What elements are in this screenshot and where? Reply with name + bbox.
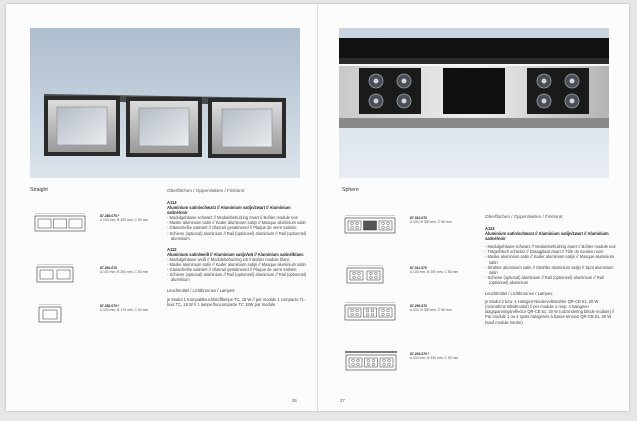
option-heading-black: Aluminium satin/schwarz // Aluminium satijn/zwart // Aluminium satiné/noir	[167, 205, 291, 216]
straight-luminaire-illustration	[30, 28, 300, 178]
section-title-straight: Straight	[30, 187, 48, 193]
list-item: - Modulgehäuse schwarz // Modulebehuizing zwart // Boîtier module noir	[167, 215, 298, 221]
lamps-heading-left: Leuchtmittel / Lichtbronnen / Lampes:	[167, 288, 236, 294]
finishes-heading-right: Oberflächen / Oppervlakten / Finitions:	[485, 214, 564, 219]
drawing-caption: 87.281.070 A 100 mm, B 250 mm, C 50 mm	[100, 266, 149, 275]
drawing-caption: 87.311.070 A 100 mm, B 250 mm, C 50 mm	[410, 266, 459, 275]
section-title-sphere: Sphere	[342, 187, 359, 193]
list-item: - Modulgehäuse schwarz // Modulebehuizing zwart // Boîtier module noir	[485, 244, 616, 250]
finishes-heading-left: Oberflächen / Oppervlakten / Finitions:	[167, 188, 246, 193]
drawing-sphere-3-module-rail	[344, 349, 398, 373]
list-item: - Schiene (optional) aluminium // Rail (optioneel) aluminium // Rail (optionnel) aluminium	[485, 274, 604, 285]
page-number-left: 26	[292, 398, 297, 403]
list-item: - Trägerblech schwarz // Draagplaat zwart // Tôle de soutien noire	[485, 249, 604, 255]
drawing-sphere-2-module	[346, 264, 386, 286]
drawing-caption: 87.282.070.* A 100 mm, B 170 mm, C 50 mm	[100, 304, 149, 313]
list-item: - Maske aluminium satin // Kader aluminium satijn // Masque aluminium satin	[167, 262, 306, 268]
option-code-a113: A113	[167, 200, 177, 205]
page-number-right: 27	[340, 398, 345, 403]
drawing-caption: 87.310.070 A 100, B 330 mm, C 50 mm	[410, 216, 452, 225]
list-item: - Maske aluminium satin // Kader aluminium satijn // Masque aluminium satin	[485, 254, 615, 265]
sphere-luminaire-illustration	[339, 28, 609, 178]
list-item: - Glasscheibe satiniert // Glasruit gesatineerd // Plaque de verre satinée	[167, 267, 297, 273]
list-item: - Modulgehäuse weiß // Modulebehuizing wit // Boîtier module blanc	[167, 256, 290, 262]
list-item: - Strahler aluminium satin // Strahler aluminium satijn // Spot aluminium satin	[485, 264, 614, 275]
lamps-text-right: je Modul 2 bzw. 4 Halogen-Niedervoltstrahler QR-CB 51, 20 W (Ausnahme Blindmodul) // per module 1 resp. 4 halogeen laagspanningsreflector QR-CB 51, 20 W (uitzondering blinde module) // Par module 1 ou 4 spots halogènes à basse tension QR-CB 51, 20 W (sauf module neutre)	[485, 299, 615, 325]
drawing-sphere-3-module	[344, 301, 396, 323]
drawing-caption: 87.293.070.* A 100 mm, B 330 mm, C 50 mm	[410, 352, 459, 361]
list-item: - Schiene (optional) aluminium // Rail (optioneel) aluminium // Rail (optionnel) aluminium	[167, 230, 307, 241]
sphere-luminaire-photo	[339, 28, 609, 178]
drawing-straight-2-module	[36, 263, 76, 285]
list-item: - Schiene (optional) aluminium // Rail (optioneel) aluminium // Rail (optionnel) aluminium	[167, 272, 307, 283]
straight-luminaire-photo	[30, 28, 300, 178]
option-code-a113-sphere: A113	[485, 226, 495, 231]
option-heading-sphere: Aluminium satin/schwarz // Aluminium satijn/zwart // Aluminium satiné/noir	[485, 231, 609, 242]
list-item: - Maske aluminium satin // Kader aluminium satijn // Masque aluminium satin	[167, 220, 306, 226]
catalog-spread	[6, 4, 629, 411]
drawing-straight-1-module	[38, 303, 64, 325]
option-code-a112: A112	[167, 246, 177, 252]
finishes-column-left	[167, 200, 307, 307]
drawing-caption: 87.280.070.* A 100 mm, B 330 mm, C 50 mm	[100, 214, 149, 223]
lamps-text-left: je Modul 1 Kompaktleuchtstofflampe TC, 18 W // per module 1 compacte TL-buis TC, 18 W // 1 lampe fluocompacte TC 18W par module	[167, 296, 306, 307]
drawing-caption: 87.290.070 A 100, B 330 mm, C 50 mm	[410, 304, 452, 313]
page-fold	[317, 4, 318, 411]
finishes-column-right	[485, 226, 617, 325]
list-item: - Glasscheibe satiniert // Glasruit gesatineerd // Plaque de verre satinée	[167, 225, 297, 231]
option-heading-white: Aluminium satin/weiß // Aluminium satijn/wit // Aluminium satiné/blanc	[167, 251, 304, 257]
lamps-heading-right: Leuchtmittel / Lichtbronnen / Lampes:	[485, 291, 554, 297]
drawing-straight-3-module	[34, 212, 86, 234]
drawing-sphere-3-module-center-blind	[344, 214, 396, 236]
